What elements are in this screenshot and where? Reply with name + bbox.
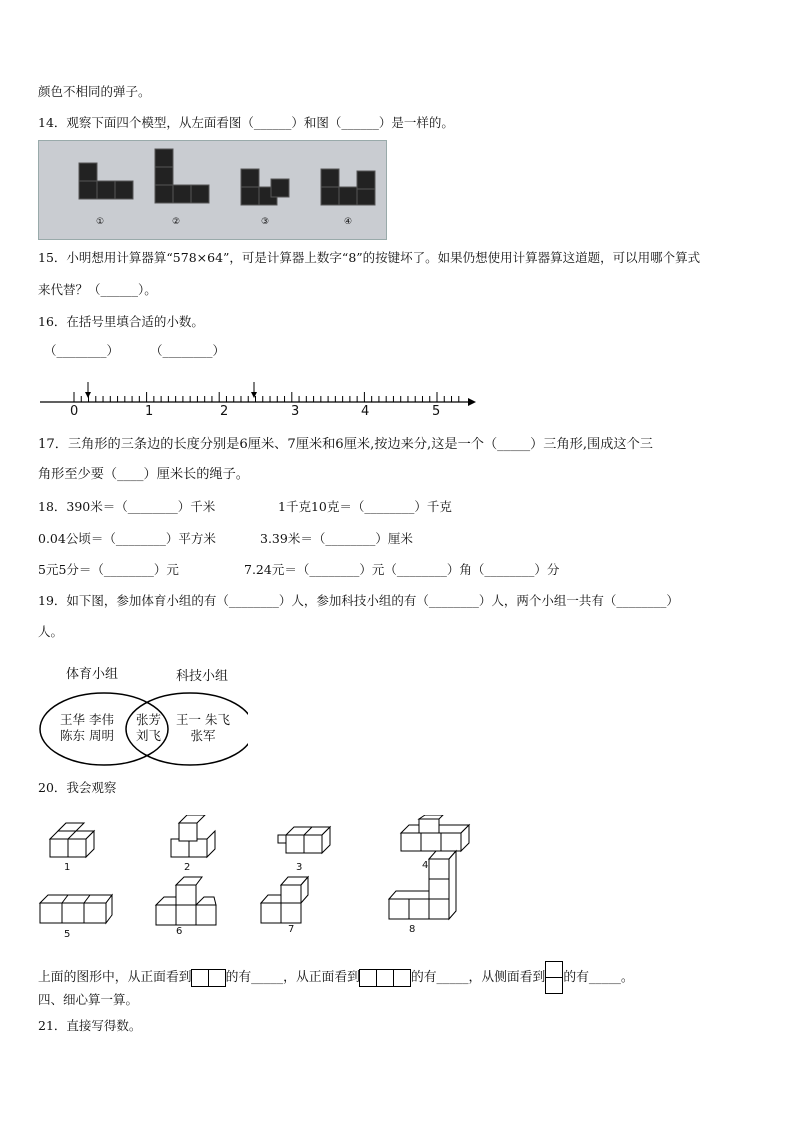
- q20-text-2: 的有_____，从正面看到: [225, 970, 360, 985]
- blank-1: （________）: [44, 343, 120, 358]
- cube-label: 2: [184, 862, 191, 873]
- three-square-view-icon: [360, 969, 411, 987]
- models-image: [39, 141, 386, 239]
- square: [191, 969, 209, 987]
- venn-left-title: 体育小组: [66, 667, 119, 682]
- venn-middle-names: [136, 712, 161, 744]
- cube-label: 3: [296, 862, 303, 873]
- cube-label: 7: [288, 924, 295, 935]
- square: [545, 961, 563, 978]
- text-line: 颜色不相同的弹子。: [38, 84, 151, 99]
- question-16: 16．在括号里填合适的小数。: [38, 314, 204, 329]
- model-label: ①: [96, 217, 105, 227]
- square: [376, 969, 394, 987]
- question-20: 20．我会观察: [38, 780, 117, 795]
- question-15-line2: 来代替？（______）。: [38, 282, 157, 297]
- model-label: ②: [172, 217, 181, 227]
- question-19-line1: 19．如下图，参加体育小组的有（________）人，参加科技小组的有（________）人，两个小组一共有（________）: [38, 593, 679, 608]
- cube-label: 8: [409, 924, 416, 935]
- square: [208, 969, 226, 987]
- model-label: ④: [344, 217, 353, 227]
- question-18-c1: 5元5分＝（________）元: [38, 562, 179, 577]
- number-line: [38, 378, 478, 420]
- q20-text-1: 上面的图形中，从正面看到: [38, 970, 192, 985]
- square: [359, 969, 377, 987]
- models-photo: [38, 140, 387, 240]
- question-21: 21．直接写得数。: [38, 1018, 142, 1033]
- two-square-view-icon: [192, 969, 226, 987]
- question-19-line2: 人。: [38, 624, 64, 639]
- question-17-line2: 角形至少要（____）厘米长的绳子。: [38, 467, 249, 482]
- question-18-b1: 0.04公顷＝（________）平方米: [38, 531, 216, 546]
- cube-label: 6: [176, 926, 183, 937]
- vertical-two-square-view-icon: [545, 961, 563, 994]
- cube-label: 5: [64, 929, 71, 940]
- section-4-heading: 四、细心算一算。: [38, 992, 139, 1007]
- venn-name-row: 王一 朱飞: [176, 712, 230, 727]
- venn-left-names: [60, 712, 114, 744]
- question-17-line1: 17．三角形的三条边的长度分别是6厘米、7厘米和6厘米,按边来分,这是一个（_____）三角形,围成这个三: [38, 437, 653, 452]
- square: [393, 969, 411, 987]
- blank-2: （________）: [150, 343, 226, 358]
- venn-right-title: 科技小组: [176, 669, 229, 684]
- tick-label: 3: [291, 404, 300, 419]
- cube-label: 4: [422, 860, 429, 871]
- venn-name-row: 张军: [190, 728, 216, 743]
- venn-name-row: 刘飞: [136, 728, 162, 743]
- tick-label: 5: [432, 404, 441, 419]
- tick-label: 4: [361, 404, 370, 419]
- question-15-line1: 15．小明想用计算器算“578×64”，可是计算器上数字“8”的按键坏了。如果仍想使用计算器算这道题，可以用哪个算式: [38, 250, 701, 265]
- venn-name-row: 陈东 周明: [60, 728, 114, 743]
- question-18-c2: 7.24元＝（________）元（________）角（________）分: [244, 562, 560, 577]
- tick-label: 0: [70, 404, 79, 419]
- question-18-b2: 3.39米＝（________）厘米: [260, 531, 413, 546]
- tick-label: 1: [145, 404, 154, 419]
- venn-name-row: 王华 李伟: [60, 712, 114, 727]
- q20-text-3: 的有_____，从侧面看到: [410, 970, 546, 985]
- question-18-a2: 1千克10克＝（________）千克: [278, 499, 452, 514]
- question-20-text: [38, 961, 634, 994]
- question-18-a1: 18．390米＝（________）千米: [38, 499, 216, 514]
- model-label: ③: [261, 217, 270, 227]
- tick-label: 2: [220, 404, 229, 419]
- square: [545, 977, 563, 994]
- question-14: 14．观察下面四个模型，从左面看图（______）和图（______）是一样的。: [38, 115, 454, 130]
- venn-right-names: [176, 712, 230, 744]
- venn-name-row: 张芳: [136, 712, 162, 727]
- cube-label: 1: [64, 862, 71, 873]
- q20-text-4: 的有_____。: [563, 970, 634, 985]
